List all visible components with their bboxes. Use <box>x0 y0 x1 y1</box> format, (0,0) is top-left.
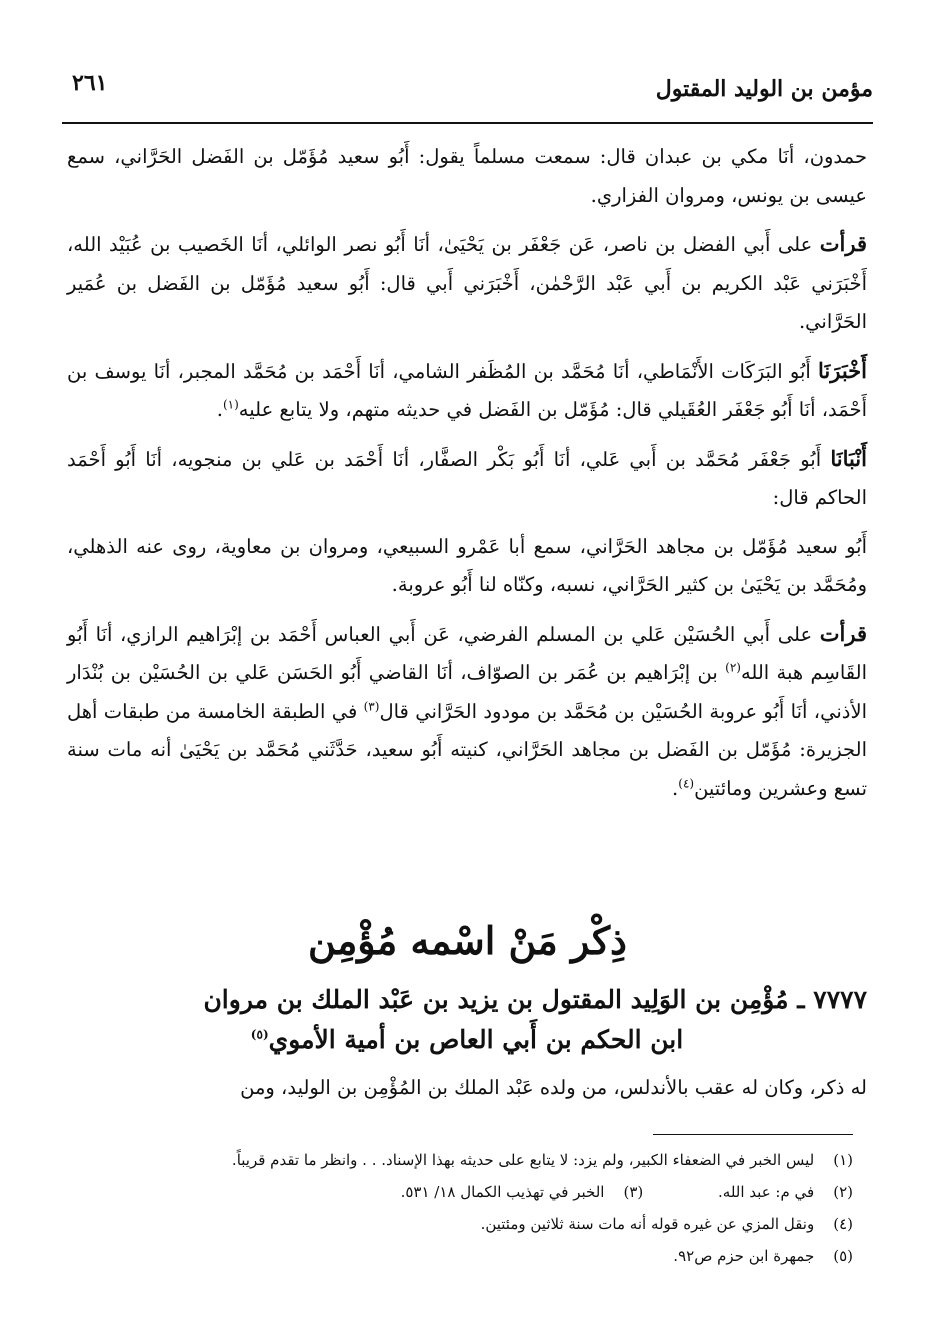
paragraph-2-text: على أَبي الفضل بن ناصر، عَن جَعْفَر بن يَحْيَىٰ، أنَا أَبُو نصر الوائلي، أنَا الخَصيب بن عُبَيْد الله، أَخْبَرَني عَبْد الكريم بن أَبي عَبْد الرَّحْمٰن، أَخْبَرَني أَبي قال: أَبُو سعيد مُؤَمّل بن الفَضل بن عُمَير الحَرَّاني. <box>67 233 867 333</box>
page-number: ٢٦١ <box>72 70 108 96</box>
footnote-number: (١) <box>833 1151 853 1169</box>
paragraph-2 <box>67 225 867 342</box>
footnote-ref-5: (٥) <box>250 1027 269 1042</box>
paragraph-6-text-b: بن إبْرَاهيم بن عُمَر بن الصوّاف، أنَا القاضي أَبُو الحَسَن عَلي بن الحُسَيْن بن بُنْدَار الأذني، أنَا أَبُو عروبة الحُسَيْن بن مُحَمَّد بن مودود الحَرَّاني قال <box>67 661 867 723</box>
entry-heading <box>67 980 867 1060</box>
paragraph-1-text: حمدون، أنَا مكي بن عبدان قال: سمعت مسلماً يقول: أَبُو سعيد مُؤَمّل بن الفَضل الحَرَّاني، سمع عيسى بن يونس، ومروان الفزاري. <box>67 145 867 207</box>
footnote-number: (٤) <box>833 1215 853 1233</box>
entry-heading-line-2-text: ابن الحكم بن أَبي العاص بن أمية الأموي <box>268 1025 684 1054</box>
paragraph-6-text-a: على أَبي الحُسَيْن عَلي بن المسلم الفرضي، عَن أَبي العباس أَحْمَد بن إبْرَاهيم الرازي، أنَا أَبُو القَاسِم هبة الله <box>67 622 867 684</box>
footnote-ref-4: (٤) <box>678 776 695 790</box>
footnote-2 <box>73 1176 853 1208</box>
footnote-ref-3: (٣) <box>363 699 380 713</box>
footnote-text: جمهرة ابن حزم ص٩٢. <box>673 1247 815 1265</box>
footnote-number: (٣) <box>623 1183 644 1201</box>
footnote-text: الخبر في تهذيب الكمال ١٨/ ٥٣١. <box>400 1183 605 1201</box>
footnote-text: في م: عبد الله. <box>718 1183 815 1201</box>
footnote-text: ليس الخبر في الضعفاء الكبير، ولم يزد: لا يتابع على حديثه بهذا الإسناد. . . وانظر ما تقدم قريباً. <box>231 1151 815 1169</box>
paragraph-4 <box>67 440 867 518</box>
header-rule <box>62 122 873 124</box>
paragraph-5-text: أَبُو سعيد مُؤَمّل بن مجاهد الحَرَّاني، سمع أبا عَمْرو السبيعي، ومروان بن معاوية، روى عنه الذهلي، ومُحَمَّد بن يَحْيَىٰ بن كثير الحَرَّاني، نسبه، وكنّاه لنا أَبُو عروبة. <box>67 534 867 596</box>
entry-heading-line-1: ٧٧٧٧ ـ مُؤْمِن بن الوَلِيد المقتول بن يزيد بن عَبْد الملك بن مروان <box>203 985 867 1014</box>
paragraph-3-text: أَبُو البَرَكَات الأَنْمَاطي، أنَا مُحَمَّد بن المُظَفر الشامي، أنَا أَحْمَد بن مُحَمَّد المجبر، أنَا يوسف بن أَحْمَد، أنَا أَبُو جَعْفَر العُقَيلي قال: مُؤَمّل بن الفَضل في حديثه متهم، ولا يتابع عليه <box>67 359 867 421</box>
footnote-5 <box>73 1240 853 1272</box>
paragraph-4-text: أَبُو جَعْفَر مُحَمَّد بن أَبي عَلي، أنَا أَبُو بَكْر الصفَّار، أنَا أَحْمَد بن عَلي بن منجويه، أنَا أَبُو أَحْمَد الحاكم قال: <box>67 447 867 509</box>
paragraph-2-keyword: قرأت <box>819 231 867 256</box>
paragraph-3-keyword: أَخْبَرَنَا <box>818 357 867 383</box>
footnote-number: (٥) <box>833 1247 853 1265</box>
paragraph-5 <box>67 528 867 605</box>
running-title: مؤمن بن الوليد المقتول <box>655 76 873 102</box>
footnote-number: (٢) <box>833 1183 853 1201</box>
footnote-3 <box>401 1176 644 1208</box>
section-title: ذِكْر مَنْ اسْمه مُؤْمِن <box>308 918 627 963</box>
paragraph-6-keyword: قرأت <box>819 620 867 646</box>
footnote-text: ونقل المزي عن غيره قوله أنه مات سنة ثلاثين ومئتين. <box>480 1215 815 1233</box>
footnote-rule <box>653 1134 853 1135</box>
paragraph-6 <box>67 615 867 809</box>
paragraph-6-end: . <box>672 776 679 800</box>
entry-heading-line-2 <box>67 1020 867 1060</box>
entry-text: له ذكر، وكان له عقب بالأندلس، من ولده عَبْد الملك بن المُؤْمِن بن الوليد، ومن <box>240 1076 867 1099</box>
paragraph-1 <box>67 138 867 215</box>
footnote-ref-2: (٢) <box>725 660 741 675</box>
footnote-1 <box>73 1144 853 1176</box>
paragraph-4-keyword: أَنْبَانَا <box>830 445 867 471</box>
body-text <box>67 138 867 808</box>
footnotes <box>73 1144 853 1272</box>
footnote-ref-1: (١) <box>222 397 239 412</box>
page-header <box>62 66 873 106</box>
paragraph-3: أَخْبَرَنَا أَبُو البَرَكَات الأَنْمَاطي، أنَا مُحَمَّد بن المُظَفر الشامي، أنَا أَحْمَد بن مُحَمَّد المجبر، أنَا يوسف بن أَحْمَد، أنَا أَبُو جَعْفَر العُقَيلي قال: مُؤَمّل بن الفَضل في حديثه متهم، ولا يتابع عليه$^{(١)}$. <box>67 357 867 421</box>
paragraph-6-text-c: في الطبقة الخامسة من طبقات أهل الجزيرة: مُؤَمّل بن الفَضل بن مجاهد الحَرَّاني، كنيته أَبُو سعيد، حَدَّثَني مُحَمَّد بن يَحْيَىٰ أنه مات سنة تسع وعشرين ومائتين <box>67 699 867 800</box>
footnote-4 <box>73 1208 853 1240</box>
